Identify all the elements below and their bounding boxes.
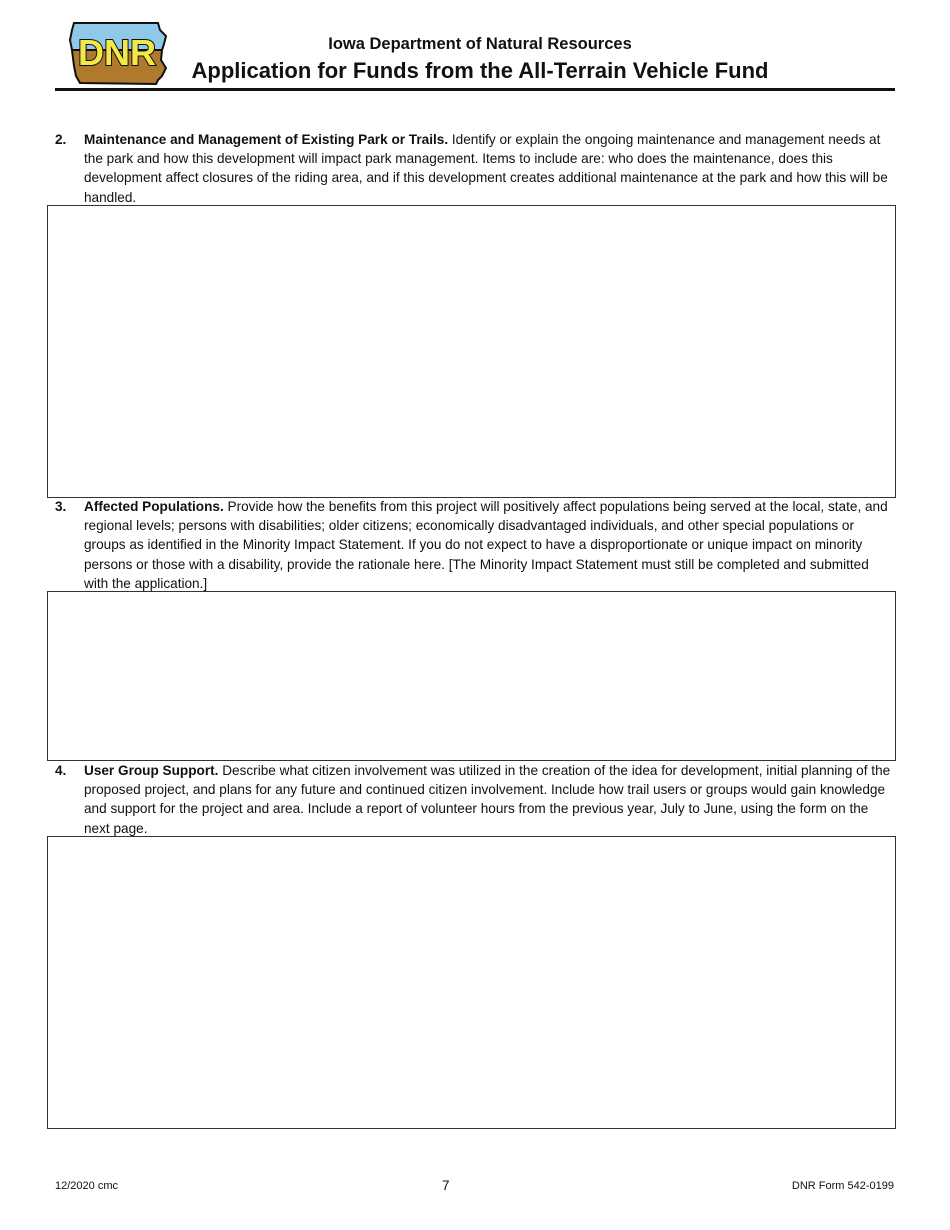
question-body: Identify or explain the ongoing maintenance and management needs at the park and how this development will impact park management. Items to include are: who does the maintenance, does this development affect closures of the riding area, and if this development creates additional maintenance at the park and how this will be handled. [84, 132, 888, 205]
header-divider [55, 88, 895, 91]
footer-date-code: 12/2020 cmc [55, 1180, 118, 1192]
question-heading: Maintenance and Management of Existing Park or Trails. [84, 132, 449, 147]
question-heading: User Group Support. [84, 763, 219, 778]
logo-text: DNR [78, 32, 156, 73]
question-number: 2. [55, 132, 67, 147]
question-body: Provide how the benefits from this project will positively affect populations being served at the local, state, and regional levels; persons with disabilities; older citizens; economically disadvantaged individuals, and other special populations or groups as identified in the Minority Impact Statement. If you do not expect to have a disproportionate or unique impact on minority persons or those with a disability, provide the rationale here. [The Minority Impact Statement must still be completed and submitted with the application.] [84, 499, 888, 591]
question-body: Describe what citizen involvement was utilized in the creation of the idea for development, initial planning of the proposed project, and plans for any future and continued citizen involvement. Include how trail users or groups would gain knowledge and support for the project and area. Include a report of volunteer hours from the previous year, July to June, using the form on the next page. [84, 763, 891, 836]
question-3 [55, 497, 895, 593]
question-text [84, 497, 895, 593]
question-heading: Affected Populations. [84, 499, 224, 514]
answer-box-2[interactable] [47, 205, 896, 498]
answer-box-3[interactable] [47, 591, 896, 761]
footer-form-number: DNR Form 542-0199 [791, 1180, 894, 1192]
answer-box-4[interactable] [47, 836, 896, 1129]
organization-name: Iowa Department of Natural Resources [328, 35, 632, 53]
question-number: 3. [55, 499, 67, 514]
question-2 [55, 130, 895, 207]
question-number: 4. [55, 763, 67, 778]
question-text [84, 130, 895, 207]
question-text [84, 761, 895, 838]
form-title: Application for Funds from the All-Terrain Vehicle Fund [191, 58, 769, 83]
page-number: 7 [442, 1178, 450, 1193]
question-4 [55, 761, 895, 838]
